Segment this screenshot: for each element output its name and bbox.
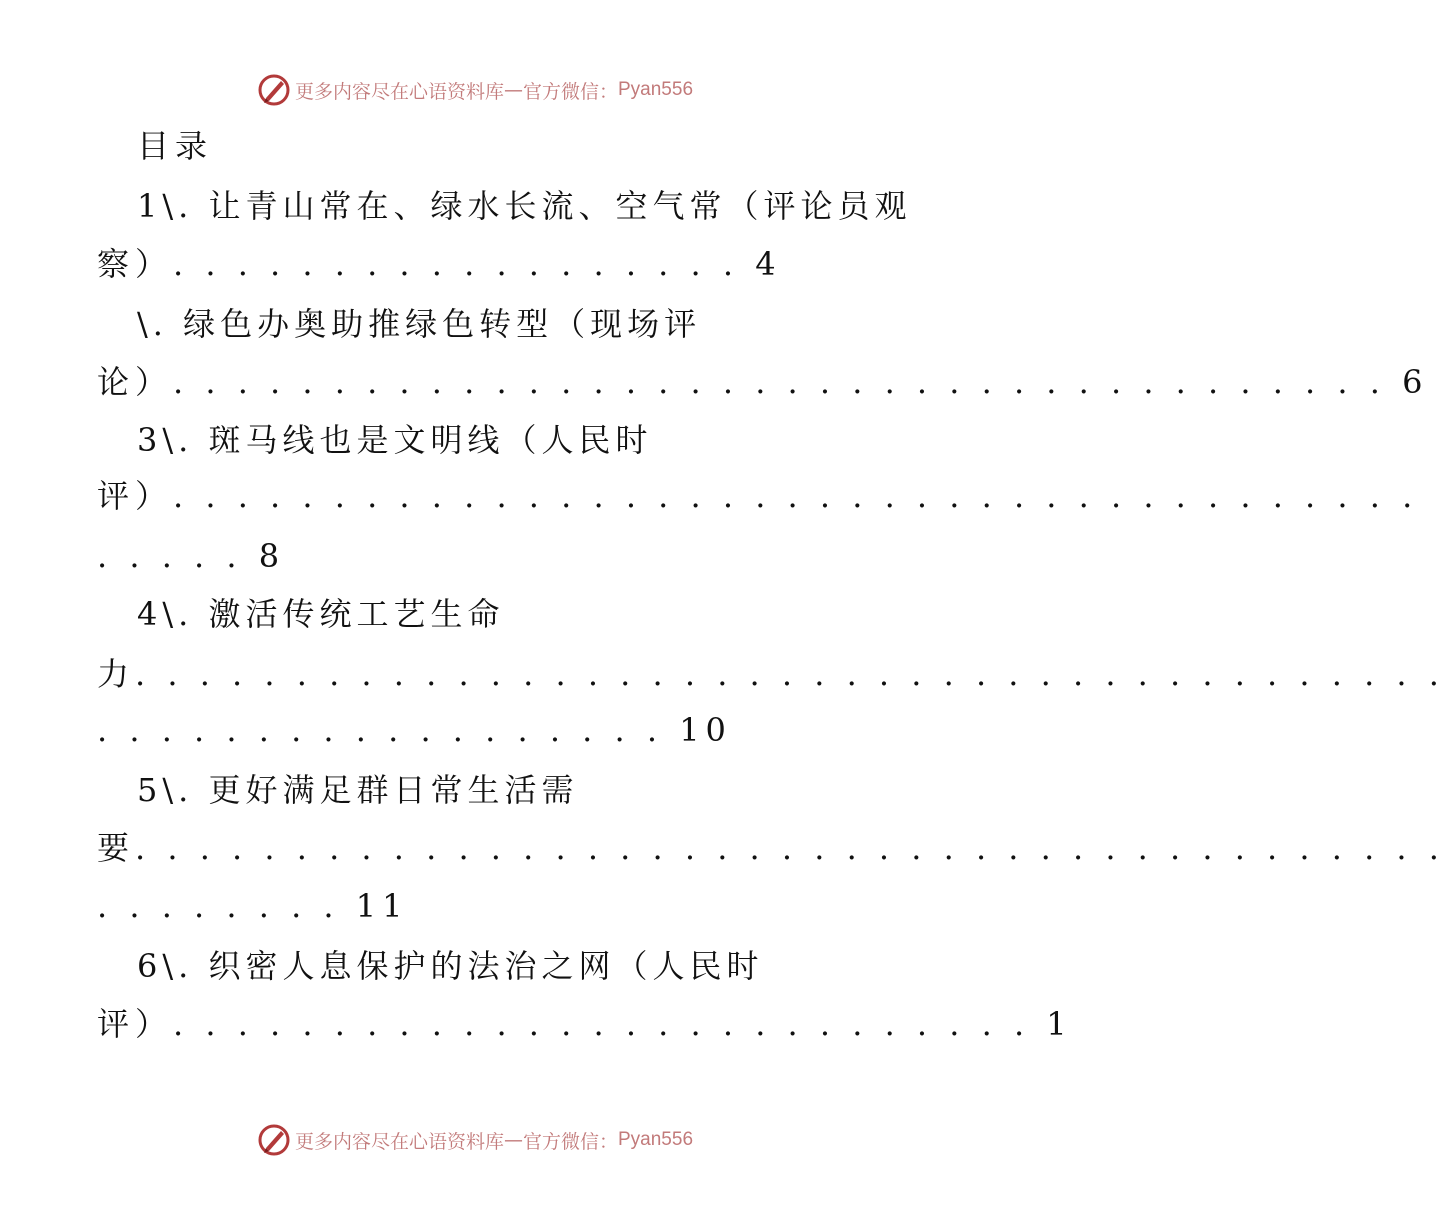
toc-entry-1-leader[interactable]: 察）. . . . . . . . . . . . . . . . . . 4 bbox=[97, 245, 782, 283]
toc-entry-2-leader[interactable]: 论）. . . . . . . . . . . . . . . . . . . . . . . . . . . . . . . . . . . . . . 6 bbox=[97, 363, 1429, 401]
toc-entry-5-leader[interactable]: 要. . . . . . . . . . . . . . . . . . . . . . . . . . . . . . . . . . . . . . . . . bbox=[97, 829, 1445, 867]
watermark-separator: — bbox=[503, 79, 523, 101]
watermark-banner-bottom bbox=[0, 1120, 950, 1160]
pen-logo-icon bbox=[257, 73, 291, 107]
toc-entry-6-leader[interactable]: 评）. . . . . . . . . . . . . . . . . . . . . . . . . . . 1 bbox=[97, 1005, 1073, 1043]
toc-entry-2-title[interactable]: \. 绿色办奥助推绿色转型（现场评 bbox=[137, 305, 702, 343]
toc-entry-5-page[interactable]: . . . . . . . . 11 bbox=[97, 887, 409, 925]
watermark-id: Pyan556 bbox=[618, 1129, 694, 1150]
pen-logo-icon bbox=[257, 1123, 291, 1157]
toc-entry-4-title[interactable]: 4\. 激活传统工艺生命 bbox=[137, 595, 505, 633]
toc-entry-5-title[interactable]: 5\. 更好满足群日常生活需 bbox=[137, 771, 579, 809]
toc-entry-4-leader[interactable]: 力. . . . . . . . . . . . . . . . . . . . . . . . . . . . . . . . . . . . . . . . . bbox=[97, 655, 1445, 693]
watermark-text: 更多内容尽在心语资料库 bbox=[294, 80, 504, 103]
toc-entry-3-leader[interactable]: 评）. . . . . . . . . . . . . . . . . . . . . . . . . . . . . . . . . . . . . . . bbox=[97, 477, 1419, 515]
toc-entry-1-title[interactable]: 1\. 让青山常在、绿水长流、空气常（评论员观 bbox=[137, 187, 912, 225]
watermark-text: 更多内容尽在心语资料库 bbox=[294, 1130, 504, 1153]
watermark-label: 官方微信： bbox=[522, 1130, 618, 1153]
watermark-separator: — bbox=[503, 1129, 523, 1151]
watermark-id: Pyan556 bbox=[618, 79, 694, 100]
watermark-label: 官方微信： bbox=[522, 80, 618, 103]
toc-entry-3-page[interactable]: . . . . . 8 bbox=[97, 537, 286, 575]
toc-entry-6-title[interactable]: 6\. 织密人息保护的法治之网（人民时 bbox=[137, 947, 764, 985]
toc-entry-4-page[interactable]: . . . . . . . . . . . . . . . . . . 10 bbox=[97, 711, 732, 749]
watermark-banner-top bbox=[0, 70, 950, 110]
toc-title: 目录 bbox=[137, 127, 214, 165]
toc-entry-3-title[interactable]: 3\. 斑马线也是文明线（人民时 bbox=[137, 421, 653, 459]
